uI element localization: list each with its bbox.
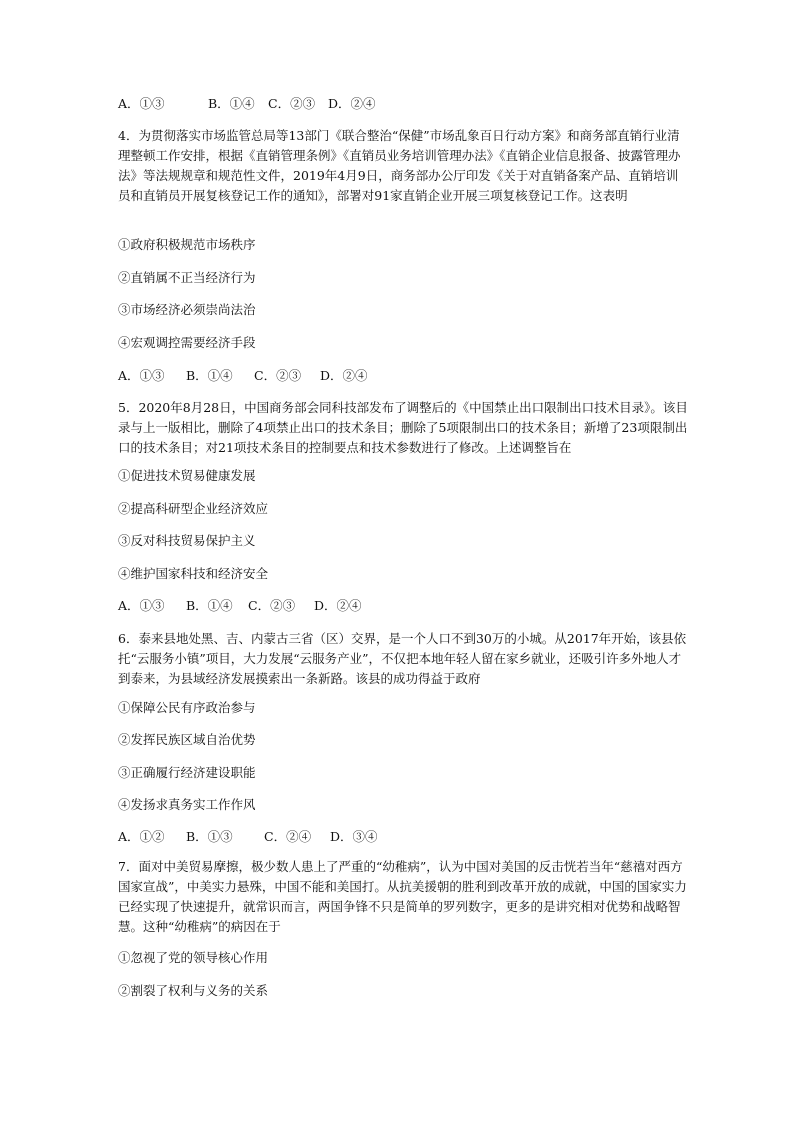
q5-stem: 5．2020年8月28日，中国商务部会同科技部发布了调整后的《中国禁止出口限制出口技术目录》。该目录与上一版相比，删除了4项禁止出口的技术条目；删除了5项限制出口的技术条目；新增了23项限制出口的技术条目；对21项技术条目的控制要点和技术参数进行了修改。上述调整旨在 <box>118 400 688 455</box>
q3-choice-d: D．②④ <box>328 96 376 111</box>
q5-option-2: ②提高科研型企业经济效应 <box>118 501 269 516</box>
q5-choice-b: B．①④ <box>186 598 233 613</box>
q5-option-3: ③反对科技贸易保护主义 <box>118 533 256 548</box>
q4-choice-c: C．②③ <box>254 368 302 383</box>
q7-stem: 7．面对中美贸易摩擦，极少数人患上了严重的“幼稚病”，认为中国对美国的反击恍若当年“慈禧对西方国家宣战”，中美实力悬殊，中国不能和美国打。从抗美援朝的胜利到改革开放的成就，中国的国家实力已经实现了快速提升，就常识而言，两国争锋不只是简单的罗列数字，更多的是讲究相对优势和战略智慧。这种“幼稚病”的病因在于 <box>118 859 687 934</box>
q4-choice-b: B．①④ <box>186 368 233 383</box>
q6-choice-c: C．②④ <box>264 829 312 844</box>
q4-stem: 4．为贯彻落实市场监管总局等13部门《联合整治“保健”市场乱象百日行动方案》和商务部直销行业清理整顿工作安排，根据《直销管理条例》《直销员业务培训管理办法》《直销企业信息报备、披露管理办法》等法规规章和规范性文件，2019年4月9日，商务部办公厅印发《关于对直销备案产品、直销培训员和直销员开展复核登记工作的通知》，部署对91家直销企业开展三项复核登记工作。这表明 <box>118 128 681 203</box>
q4-option-1: ①政府积极规范市场秩序 <box>118 237 256 252</box>
q6-choice-b: B．①③ <box>186 829 233 844</box>
q4-choice-d: D．②④ <box>320 368 368 383</box>
q5-option-4: ④维护国家科技和经济安全 <box>118 566 269 581</box>
q3-choice-c: C．②③ <box>268 96 316 111</box>
q7-option-2: ②割裂了权利与义务的关系 <box>118 983 269 998</box>
q5-choice-a: A．①③ <box>118 598 165 613</box>
q3-choice-b: B．①④ <box>208 96 255 111</box>
q6-choice-a: A．①② <box>118 829 165 844</box>
q4-choice-a: A．①③ <box>118 368 165 383</box>
q4-option-3: ③市场经济必须崇尚法治 <box>118 302 256 317</box>
q6-stem: 6．泰来县地处黑、吉、内蒙古三省（区）交界，是一个人口不到30万的小城。从2017年开始，该县依托“云服务小镇”项目，大力发展“云服务产业”，不仅把本地年轻人留在家乡就业，还吸引许多外地人才到泰来，为县域经济发展摸索出一条新路。该县的成功得益于政府 <box>118 631 687 686</box>
q4-option-2: ②直销属不正当经济行为 <box>118 270 256 285</box>
q4-option-4: ④宏观调控需要经济手段 <box>118 335 256 350</box>
q3-choices <box>118 96 376 112</box>
q5-choice-d: D．②④ <box>314 598 362 613</box>
q6-option-2: ②发挥民族区域自治优势 <box>118 732 256 747</box>
q7-option-1: ①忽视了党的领导核心作用 <box>118 950 269 965</box>
q6-choices <box>118 829 378 845</box>
q4-choices <box>118 368 368 384</box>
q6-option-1: ①保障公民有序政治参与 <box>118 700 256 715</box>
q5-option-1: ①促进技术贸易健康发展 <box>118 468 256 483</box>
q3-choice-a: A．①③ <box>118 96 165 111</box>
q6-choice-d: D．③④ <box>330 829 378 844</box>
q6-option-3: ③正确履行经济建设职能 <box>118 765 256 780</box>
q5-choice-c: C．②③ <box>248 598 296 613</box>
q6-option-4: ④发扬求真务实工作作风 <box>118 797 256 812</box>
q5-choices <box>118 598 362 614</box>
